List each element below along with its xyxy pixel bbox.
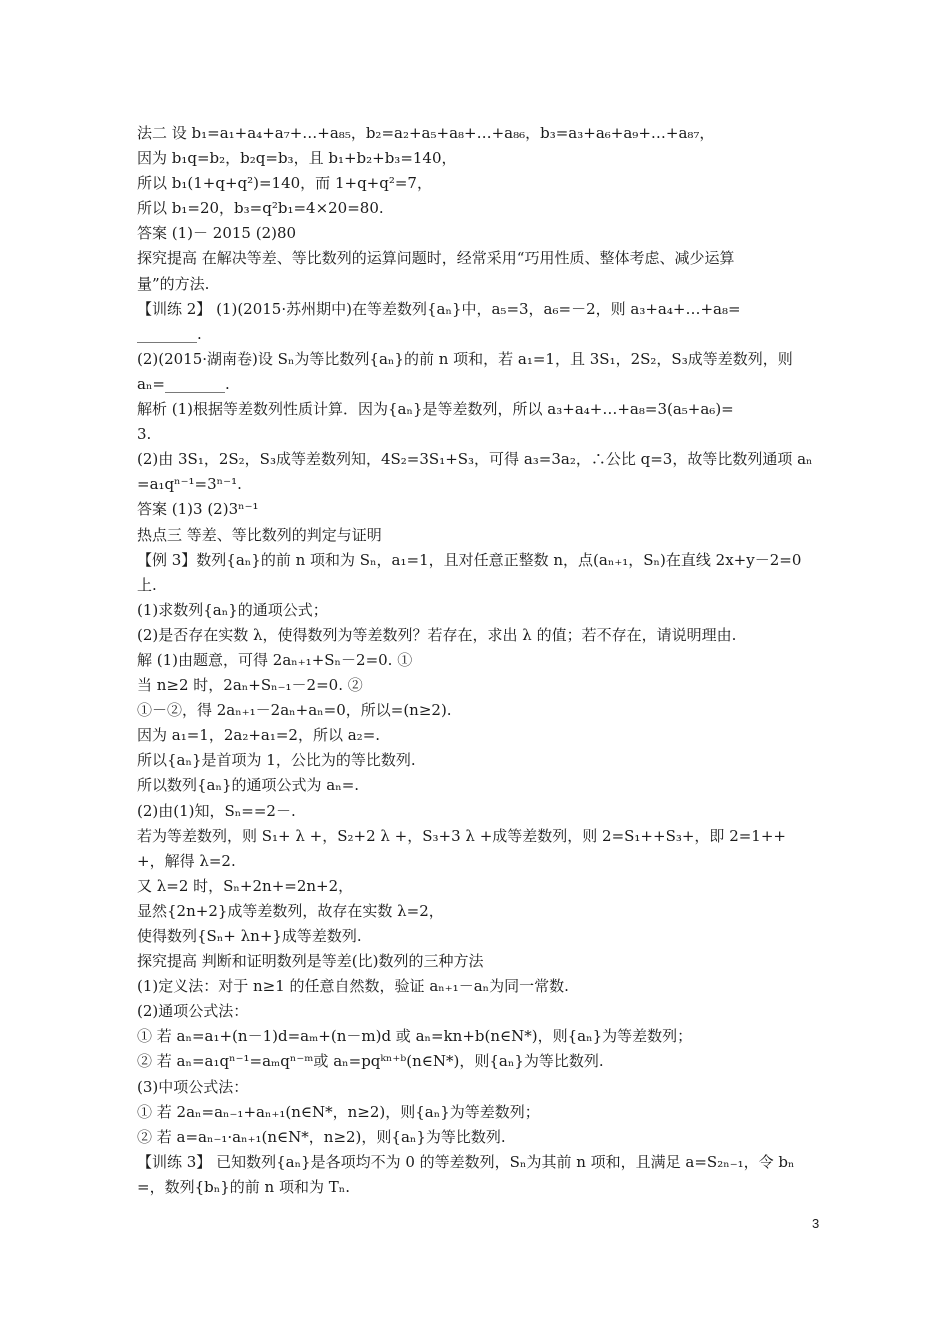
answer-line: 答案 (1)－ 2015 (2)80 — [137, 224, 297, 243]
text-line: (2)通项公式法： — [137, 1002, 249, 1021]
text-line: 使得数列{Sₙ+ λn+}成等差数列. — [137, 927, 362, 945]
text-line: 又 λ=2 时，Sₙ+2n+=2n+2， — [137, 876, 354, 895]
text-line: 显然{2n+2}成等差数列，故存在实数 λ=2， — [137, 901, 444, 920]
text-line: =a₁qⁿ⁻¹=3ⁿ⁻¹. — [137, 475, 242, 494]
text-line: =，数列{bₙ}的前 n 项和为 Tₙ. — [137, 1177, 350, 1196]
text-line: 所以{aₙ}是首项为 1，公比为的等比数列. — [137, 751, 416, 770]
text-line: 所以数列{aₙ}的通项公式为 aₙ=. — [137, 776, 360, 795]
text-line: ① 若 2aₙ=aₙ₋₁+aₙ₊₁(n∈N*，n≥2)，则{aₙ}为等差数列； — [137, 1102, 540, 1121]
text-line: (3)中项公式法： — [137, 1077, 249, 1096]
text-line: 所以 b₁=20，b₃=q²b₁=4×20=80. — [137, 199, 384, 218]
text-line: 量”的方法. — [137, 274, 210, 293]
text-line: 解 (1)由题意，可得 2aₙ₊₁+Sₙ－2=0. ① — [137, 650, 413, 669]
text-line: (2)由 3S₁，2S₂，S₃成等差数列知，4S₂=3S₁+S₃，可得 a₃=3a₂，∴公比 q=3，故等比数列通项 aₙ — [137, 450, 813, 469]
text-line: (2)是否存在实数 λ，使得数列为等差数列？若存在，求出 λ 的值；若不存在，请说明理由. — [137, 625, 737, 644]
page-number: 3 — [812, 1216, 820, 1231]
text-line: ________. — [137, 324, 202, 343]
text-line: ② 若 aₙ=a₁qⁿ⁻¹=aₘqⁿ⁻ᵐ或 aₙ=pqᵏⁿ⁺ᵇ(n∈N*)，则{aₙ}为等比数列. — [137, 1052, 604, 1071]
text-line: aₙ=________. — [137, 374, 230, 393]
text-line: ①－②，得 2aₙ₊₁－2aₙ+aₙ=0，所以=(n≥2). — [137, 701, 452, 720]
section-heading: 热点三 等差、等比数列的判定与证明 — [137, 525, 382, 544]
exercise-heading: 【训练 2】 (1)(2015·苏州期中)在等差数列{aₙ}中，a₅=3，a₆=－2，则 a₃+a₄+…+a₈= — [137, 299, 741, 318]
text-line: 法二 设 b₁=a₁+a₄+a₇+…+a₈₅，b₂=a₂+a₅+a₈+…+a₈₆，b₃=a₃+a₆+a₉+…+a₈₇， — [137, 124, 715, 142]
exercise-heading: 【训练 3】 已知数列{aₙ}是各项均不为 0 的等差数列，Sₙ为其前 n 项和，且满足 a=S₂ₙ₋₁，令 bₙ — [137, 1152, 795, 1171]
text-line: +，解得 λ=2. — [137, 851, 236, 870]
text-line: ① 若 aₙ=a₁+(n－1)d=aₘ+(n－m)d 或 aₙ=kn+b(n∈N*)，则{aₙ}为等差数列； — [137, 1027, 693, 1046]
text-line: 上. — [137, 575, 157, 594]
text-line: ② 若 a=aₙ₋₁·aₙ₊₁(n∈N*，n≥2)，则{aₙ}为等比数列. — [137, 1127, 506, 1146]
text-line: 探究提高 判断和证明数列是等差(比)数列的三种方法 — [137, 952, 484, 971]
example-heading: 【例 3】数列{aₙ}的前 n 项和为 Sₙ，a₁=1，且对任意正整数 n，点(aₙ₊₁，Sₙ)在直线 2x+y－2=0 — [137, 550, 802, 569]
page-body — [137, 121, 815, 1200]
text-line: 当 n≥2 时，2aₙ+Sₙ₋₁－2=0. ② — [137, 676, 363, 695]
text-line: (1)定义法：对于 n≥1 的任意自然数，验证 aₙ₊₁－aₙ为同一常数. — [137, 977, 569, 996]
text-line: 因为 a₁=1，2a₂+a₁=2，所以 a₂=. — [137, 726, 381, 745]
text-line: 解析 (1)根据等差数列性质计算．因为{aₙ}是等差数列，所以 a₃+a₄+…+a₈=3(a₅+a₆)= — [137, 400, 734, 419]
text-line: 所以 b₁(1+q+q²)=140，而 1+q+q²=7， — [137, 174, 432, 193]
text-line: 因为 b₁q=b₂，b₂q=b₃，且 b₁+b₂+b₃=140， — [137, 149, 457, 168]
answer-line: 答案 (1)3 (2)3ⁿ⁻¹ — [137, 500, 259, 519]
text-line: 探究提高 在解决等差、等比数列的运算问题时，经常采用“巧用性质、整体考虑、减少运算 — [137, 249, 735, 268]
text-line: (2)(2015·湖南卷)设 Sₙ为等比数列{aₙ}的前 n 项和，若 a₁=1，且 3S₁，2S₂，S₃成等差数列，则 — [137, 349, 793, 368]
text-line: 3. — [137, 425, 152, 444]
text-line: (2)由(1)知，Sₙ==2－. — [137, 801, 296, 820]
text-line: 若为等差数列，则 S₁+ λ +，S₂+2 λ +，S₃+3 λ +成等差数列，则 2=S₁++S₃+，即 2=1++ — [137, 826, 786, 845]
text-line: (1)求数列{aₙ}的通项公式； — [137, 600, 328, 619]
